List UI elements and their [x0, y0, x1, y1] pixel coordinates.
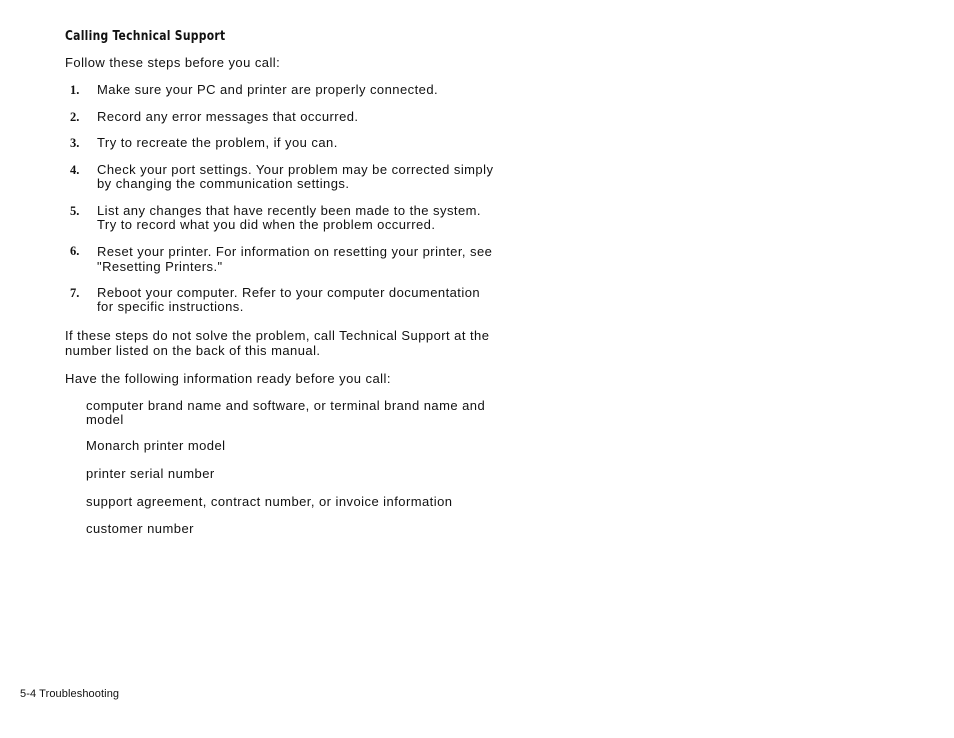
step-line: by changing the communication settings.: [97, 176, 350, 191]
section-heading: Calling Technical Support: [65, 29, 226, 44]
info-item: [86, 467, 215, 481]
step-number: 1.: [70, 83, 80, 97]
step-line: for specific instructions.: [97, 299, 244, 314]
step-line: "Resetting Printers.": [97, 259, 223, 274]
page-footer: 5-4 Troubleshooting: [20, 688, 120, 700]
step-line: Make sure your PC and printer are properly connected.: [97, 82, 439, 97]
step-text: [97, 83, 438, 97]
followup-paragraph: [65, 328, 489, 358]
info-item: [86, 522, 194, 536]
info-line: Monarch printer model: [86, 438, 226, 453]
step-number: 7.: [70, 286, 80, 300]
step-number: 3.: [70, 136, 80, 150]
paragraph-line: number listed on the back of this manual.: [65, 343, 321, 358]
step-text: [97, 110, 359, 124]
paragraph-line: If these steps do not solve the problem, call Technical Support at the: [65, 328, 490, 343]
steps-intro: Follow these steps before you call:: [65, 55, 281, 70]
step-line: Check your port settings. Your problem may be corrected simply: [97, 162, 494, 177]
info-line: model: [86, 412, 124, 427]
step-text: [97, 163, 493, 191]
step-number: 5.: [70, 204, 80, 218]
info-item: [86, 439, 226, 453]
step-line: Reboot your computer. Refer to your computer documentation: [97, 285, 481, 300]
step-line: Record any error messages that occurred.: [97, 109, 359, 124]
step-line: List any changes that have recently been made to the system.: [97, 203, 481, 218]
step-text: [97, 286, 480, 314]
info-item: [86, 495, 452, 509]
step-number: 4.: [70, 163, 80, 177]
info-item: [86, 399, 485, 427]
info-line: printer serial number: [86, 466, 215, 481]
step-number: 6.: [70, 244, 80, 258]
step-text: [97, 244, 492, 274]
step-line: Try to record what you did when the problem occurred.: [97, 217, 436, 232]
step-number: 2.: [70, 110, 80, 124]
info-line: computer brand name and software, or terminal brand name and: [86, 398, 486, 413]
step-line: Try to recreate the problem, if you can.: [97, 135, 338, 150]
step-line: Reset your printer. For information on resetting your printer, see: [97, 244, 493, 259]
step-text: [97, 204, 481, 232]
info-line: support agreement, contract number, or invoice information: [86, 494, 453, 509]
step-text: [97, 136, 338, 150]
info-intro: Have the following information ready before you call:: [65, 371, 391, 386]
info-line: customer number: [86, 521, 194, 536]
